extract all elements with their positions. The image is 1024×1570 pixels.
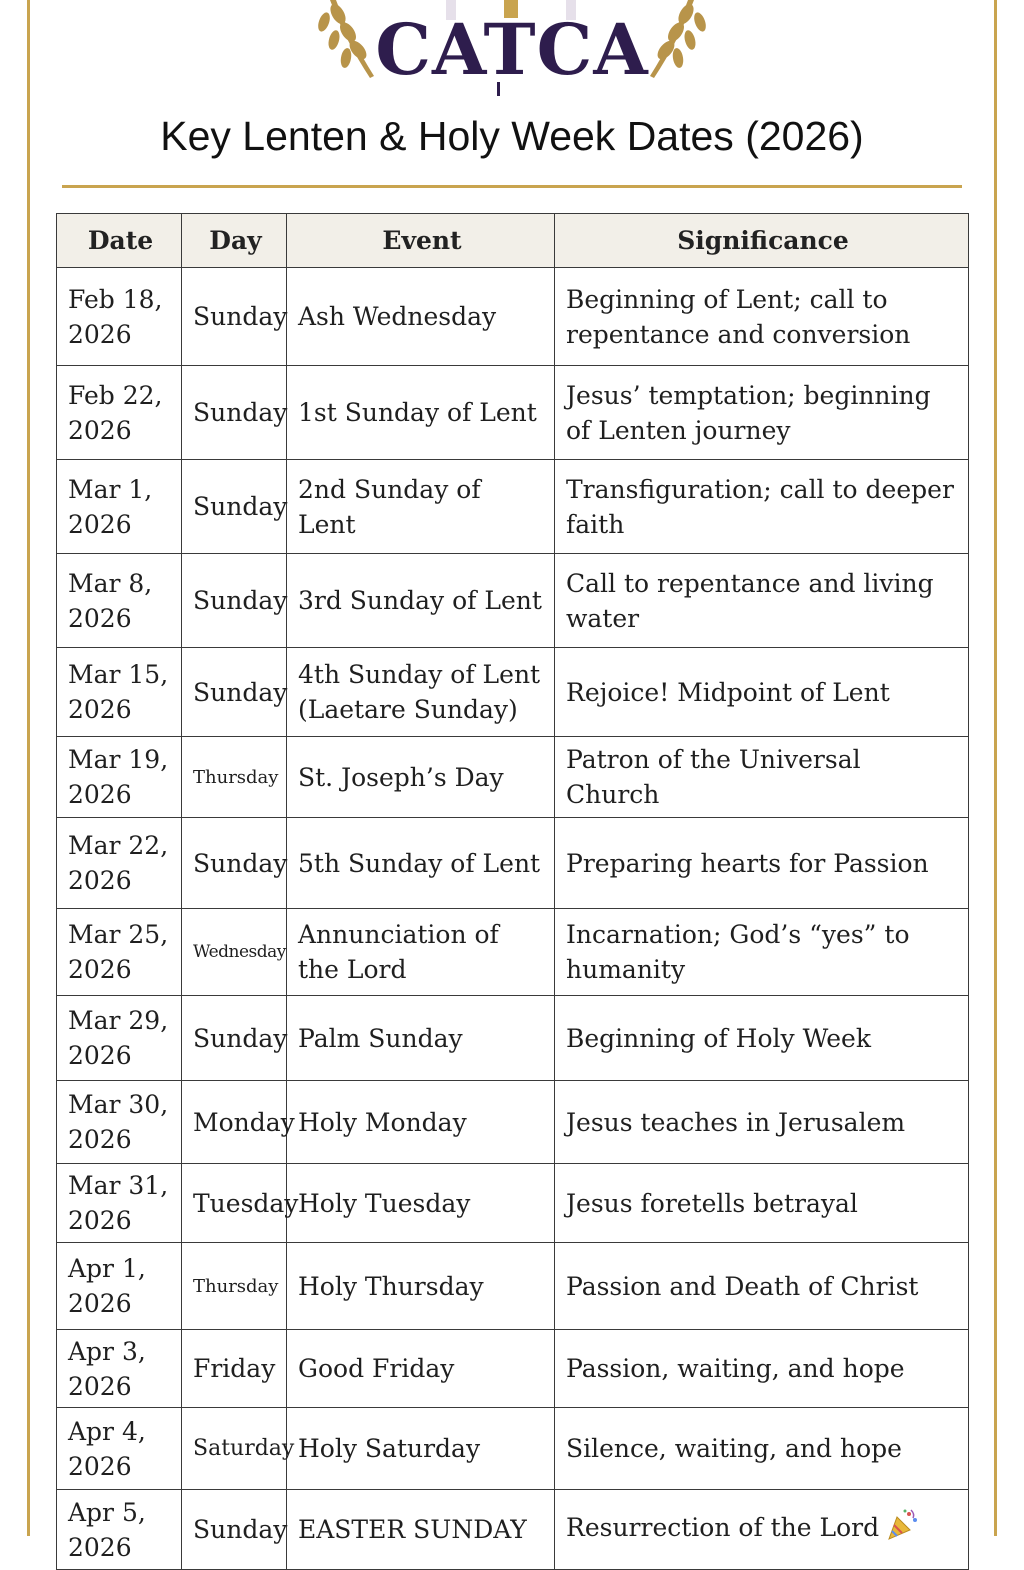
table-row [57, 909, 969, 996]
table-row [57, 1330, 969, 1408]
cell-significance: Passion and Death of Christ [555, 1243, 969, 1330]
table-row [57, 1081, 969, 1164]
cell-date: Apr 5, 2026 [57, 1490, 182, 1570]
catca-logo [300, 0, 724, 100]
cell-significance: Passion, waiting, and hope [555, 1330, 969, 1408]
cell-date: Feb 18, 2026 [57, 268, 182, 366]
table-row [57, 460, 969, 554]
cell-significance: Jesus foretells betrayal [555, 1164, 969, 1243]
cell-day: Saturday [182, 1408, 287, 1490]
cell-day: Tuesday [182, 1164, 287, 1243]
cell-significance: Call to repentance and living water [555, 554, 969, 648]
cell-significance: Preparing hearts for Passion [555, 818, 969, 909]
cell-day: Monday [182, 1081, 287, 1164]
cell-event: 4th Sunday of Lent (Laetare Sunday) [287, 648, 555, 737]
cell-significance: Beginning of Holy Week [555, 996, 969, 1081]
cell-date: Apr 3, 2026 [57, 1330, 182, 1408]
table-row [57, 737, 969, 818]
cell-day: Sunday [182, 1490, 287, 1570]
cell-day: Sunday [182, 996, 287, 1081]
cell-event: Holy Tuesday [287, 1164, 555, 1243]
cell-day: Sunday [182, 366, 287, 460]
cell-date: Mar 19, 2026 [57, 737, 182, 818]
cell-significance: Beginning of Lent; call to repentance and conversion [555, 268, 969, 366]
cell-event: 1st Sunday of Lent [287, 366, 555, 460]
title-divider [62, 185, 962, 188]
cell-event: Palm Sunday [287, 996, 555, 1081]
cell-day: Wednesday [182, 909, 287, 996]
cell-day: Sunday [182, 268, 287, 366]
table-row [57, 1408, 969, 1490]
cell-significance: Silence, waiting, and hope [555, 1408, 969, 1490]
cell-significance: Incarnation; God’s “yes” to humanity [555, 909, 969, 996]
table-header-row [57, 214, 969, 268]
cell-date: Mar 1, 2026 [57, 460, 182, 554]
cell-day: Sunday [182, 554, 287, 648]
cell-day: Thursday [182, 737, 287, 818]
table-row [57, 1164, 969, 1243]
cell-event: Holy Monday [287, 1081, 555, 1164]
cell-event: 2nd Sunday of Lent [287, 460, 555, 554]
cell-date: Apr 4, 2026 [57, 1408, 182, 1490]
header-significance: Significance [555, 214, 969, 268]
logo-text: CATCA [375, 8, 649, 91]
table-row [57, 818, 969, 909]
cell-date: Mar 30, 2026 [57, 1081, 182, 1164]
cell-significance: Rejoice! Midpoint of Lent [555, 648, 969, 737]
cell-date: Apr 1, 2026 [57, 1243, 182, 1330]
cell-date: Mar 8, 2026 [57, 554, 182, 648]
table-row [57, 366, 969, 460]
cell-day: Sunday [182, 460, 287, 554]
gold-frame-left [27, 0, 30, 1536]
cell-event: Good Friday [287, 1330, 555, 1408]
cell-date: Mar 31, 2026 [57, 1164, 182, 1243]
cell-event: St. Joseph’s Day [287, 737, 555, 818]
cell-day: Thursday [182, 1243, 287, 1330]
cell-event: 3rd Sunday of Lent [287, 554, 555, 648]
header-date: Date [57, 214, 182, 268]
cell-event: EASTER SUNDAY [287, 1490, 555, 1570]
table-row [57, 1243, 969, 1330]
significance-text: Resurrection of the Lord [566, 1513, 880, 1542]
table-row [57, 996, 969, 1081]
cell-date: Mar 29, 2026 [57, 996, 182, 1081]
cell-event: Holy Thursday [287, 1243, 555, 1330]
cell-significance: Jesus’ temptation; beginning of Lenten journey [555, 366, 969, 460]
cell-day: Sunday [182, 648, 287, 737]
cell-date: Mar 25, 2026 [57, 909, 182, 996]
cell-date: Mar 22, 2026 [57, 818, 182, 909]
table-row [57, 648, 969, 737]
table-row [57, 1490, 969, 1570]
cell-day: Friday [182, 1330, 287, 1408]
cell-event: Annunciation of the Lord [287, 909, 555, 996]
cell-significance: Jesus teaches in Jerusalem [555, 1081, 969, 1164]
cell-event: 5th Sunday of Lent [287, 818, 555, 909]
gold-frame-right [994, 0, 997, 1536]
header-event: Event [287, 214, 555, 268]
lenten-dates-table [56, 213, 969, 1570]
cell-event: Holy Saturday [287, 1408, 555, 1490]
party-popper-icon [885, 1508, 919, 1551]
cell-event: Ash Wednesday [287, 268, 555, 366]
cell-significance [555, 1490, 969, 1570]
table-row [57, 554, 969, 648]
cell-date: Mar 15, 2026 [57, 648, 182, 737]
table-row [57, 268, 969, 366]
page-title: Key Lenten & Holy Week Dates (2026) [160, 113, 864, 159]
cell-day: Sunday [182, 818, 287, 909]
cell-significance: Patron of the Universal Church [555, 737, 969, 818]
cell-date: Feb 22, 2026 [57, 366, 182, 460]
cell-significance: Transfiguration; call to deeper faith [555, 460, 969, 554]
header-day: Day [182, 214, 287, 268]
